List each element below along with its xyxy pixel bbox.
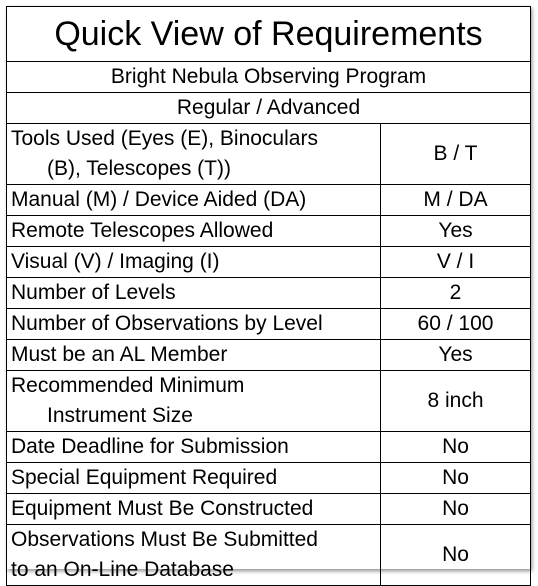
row-value: Yes	[381, 340, 531, 371]
row-label: Manual (M) / Device Aided (DA)	[7, 185, 381, 216]
row-label: Must be an AL Member	[7, 340, 381, 371]
table-row	[7, 371, 531, 432]
row-label-line1: Tools Used (Eyes (E), Binoculars	[11, 127, 318, 150]
row-value: No	[381, 463, 531, 494]
table-row	[7, 185, 531, 216]
row-label-line2: (B), Telescopes (T))	[47, 157, 231, 180]
row-label-line1: Recommended Minimum	[11, 374, 245, 397]
row-value: 8 inch	[381, 371, 531, 432]
row-label: Date Deadline for Submission	[7, 432, 381, 463]
level-type: Regular / Advanced	[7, 93, 531, 124]
row-label	[7, 124, 381, 185]
table-row	[7, 278, 531, 309]
row-value: 60 / 100	[381, 309, 531, 340]
program-name: Bright Nebula Observing Program	[7, 62, 531, 93]
row-label-line2: Instrument Size	[47, 404, 193, 427]
row-label: Remote Telescopes Allowed	[7, 216, 381, 247]
table-title: Quick View of Requirements	[7, 7, 531, 62]
row-value: V / I	[381, 247, 531, 278]
table-row	[7, 124, 531, 185]
row-label	[7, 525, 381, 586]
row-value: B / T	[381, 124, 531, 185]
table-row	[7, 340, 531, 371]
table-row	[7, 247, 531, 278]
row-value: No	[381, 494, 531, 525]
table-row	[7, 432, 531, 463]
row-value: No	[381, 432, 531, 463]
row-label: Visual (V) / Imaging (I)	[7, 247, 381, 278]
row-value: M / DA	[381, 185, 531, 216]
row-label-line2: to an On-Line Database	[11, 558, 234, 581]
requirements-table	[6, 6, 531, 586]
table-row	[7, 309, 531, 340]
row-label-line1: Observations Must Be Submitted	[11, 528, 318, 551]
row-label: Equipment Must Be Constructed	[7, 494, 381, 525]
row-value: Yes	[381, 216, 531, 247]
row-label: Special Equipment Required	[7, 463, 381, 494]
requirements-table-frame	[6, 6, 530, 581]
table-row	[7, 463, 531, 494]
row-label	[7, 371, 381, 432]
row-value: 2	[381, 278, 531, 309]
row-value: No	[381, 525, 531, 586]
table-row	[7, 494, 531, 525]
row-label: Number of Observations by Level	[7, 309, 381, 340]
table-row	[7, 216, 531, 247]
table-row	[7, 525, 531, 586]
row-label: Number of Levels	[7, 278, 381, 309]
